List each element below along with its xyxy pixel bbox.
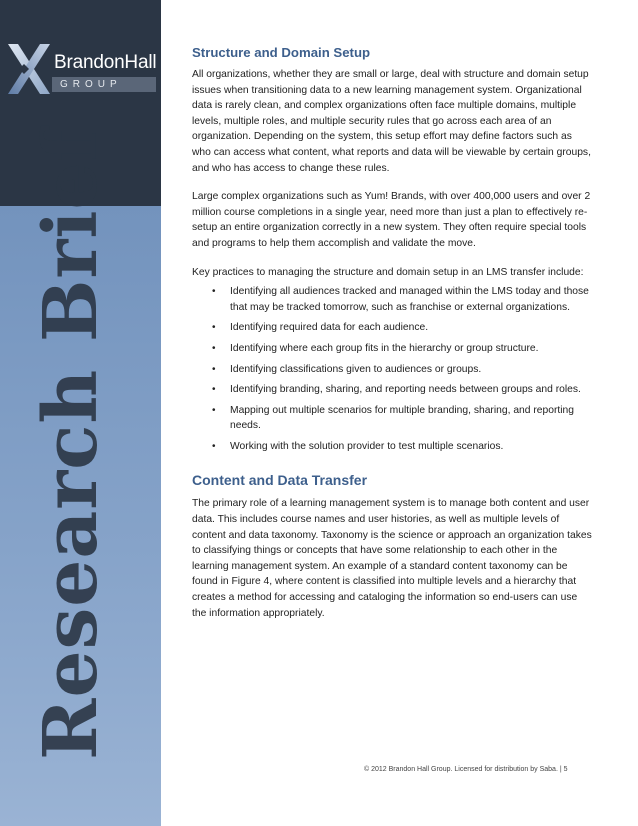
section-heading-content-transfer: Content and Data Transfer: [192, 472, 368, 489]
main-content: [192, 44, 592, 634]
bullet-icon: •: [212, 322, 216, 334]
bullet-icon: •: [212, 440, 216, 452]
list-item: • Working with the solution provider to test multiple scenarios.: [210, 439, 592, 455]
logo-brand-text: BrandonHall: [54, 52, 157, 73]
paragraph-structure-1: All organizations, whether they are small or large, deal with structure and domain setup issues when transitioning data to a new learning management system. Organizational data is rarely clean, and complex organizations often face multiple domains, multiple levels, multiple roles, and multiple security rules that go across each area of an organization. Depending on the system, this setup effort may define factors such as who can access what content, what reports and data will be viewable by certain groups, and who has access to change these rules.: [192, 69, 591, 174]
page-footer: © 2012 Brandon Hall Group. Licensed for distribution by Saba. | 5: [364, 766, 568, 773]
bullet-icon: •: [212, 363, 216, 375]
bullet-icon: •: [212, 342, 216, 354]
paragraph-structure-2: Large complex organizations such as Yum! Brands, with over 400,000 users and over 2 million course completions in a single year, need more than just a plan to effectively re-setup an entire organization correctly in a new system. They often require special tools and programs to help them accomplish and validate the move.: [192, 191, 591, 249]
paragraph-content-transfer: The primary role of a learning management system is to manage both content and user data. This includes course names and user histories, as well as multiple levels of content and data taxonomy. Taxonomy is the science or approach an organization takes to classifying things or concepts that have some relationship to each other in the learning management system. An example of a standard content taxonomy can be found in Figure 4, where content is classified into multiple levels and a hierarchy that creates a method for accessing and cataloging the information so end-users can use the information appropriately.: [192, 498, 592, 619]
sidebar: [0, 0, 161, 826]
logo-group-text: GROUP: [52, 77, 156, 92]
key-practices-list: [210, 284, 592, 454]
bullet-icon: •: [212, 404, 216, 416]
section-heading-structure: Structure and Domain Setup: [192, 45, 371, 60]
list-item: • Identifying where each group fits in the hierarchy or group structure.: [210, 341, 592, 357]
brandon-hall-logo: [6, 40, 161, 100]
list-item: • Identifying all audiences tracked and managed within the LMS today and those that may be tracked tomorrow, such as franchise or external organizations.: [212, 286, 589, 313]
logo-x-mark-icon: [6, 40, 52, 98]
list-item: • Mapping out multiple scenarios for multiple branding, sharing, and reporting needs.: [212, 404, 574, 432]
paragraph-structure-3: Key practices to managing the structure and domain setup in an LMS transfer include:: [192, 266, 584, 278]
research-brief-vertical-title: Research Brief: [28, 128, 114, 760]
bullet-icon: •: [212, 286, 216, 298]
list-item: • Identifying required data for each audience.: [210, 320, 592, 336]
list-item: • Identifying branding, sharing, and reporting needs between groups and roles.: [210, 382, 592, 398]
list-item: • Identifying classifications given to audiences or groups.: [210, 362, 592, 378]
bullet-icon: •: [212, 384, 216, 396]
